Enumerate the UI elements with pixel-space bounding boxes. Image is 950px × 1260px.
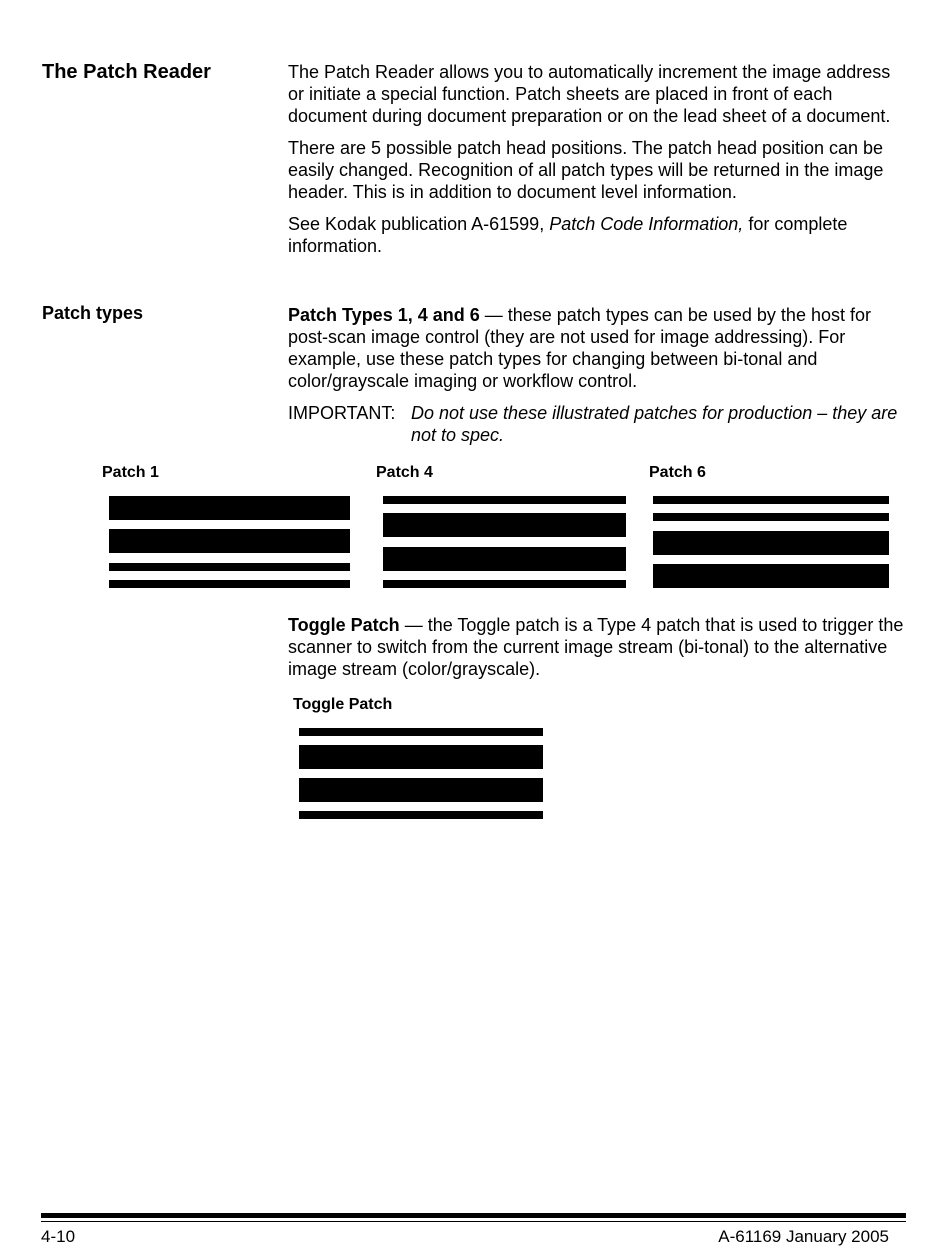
patch-types-body xyxy=(288,304,908,446)
patch-bar-thin xyxy=(653,496,889,504)
patch-1-label: Patch 1 xyxy=(102,464,159,481)
patch-bar-thin xyxy=(109,580,350,588)
patch-bar-thick xyxy=(653,531,889,555)
toggle-patch-label: Toggle Patch xyxy=(293,696,393,713)
patch-bar-thin xyxy=(299,728,543,736)
toggle-patch-body xyxy=(288,614,908,680)
page-number: 4-10 xyxy=(41,1227,76,1246)
text: — the Toggle patch is a Type 4 patch that is used to trigger the scanner to switch from the current image stream (bi-tonal) to the alternative image stream (color/grayscale). xyxy=(288,615,904,679)
patch-bar-thick xyxy=(653,564,889,588)
patch-bar-thin xyxy=(299,811,543,819)
patch-bar-thin xyxy=(653,513,889,521)
text: for complete information. xyxy=(288,214,848,256)
patch-bar-thick xyxy=(299,745,543,769)
bold-lead: Toggle Patch xyxy=(288,615,400,635)
bold-lead: Patch Types 1, 4 and 6 xyxy=(288,305,480,325)
patch-bar-thin xyxy=(383,496,626,504)
paragraph-reference xyxy=(288,213,908,257)
paragraph xyxy=(288,304,908,392)
publication-title: Patch Code Information, xyxy=(549,214,744,234)
patch-bar-thin xyxy=(383,580,626,588)
patch-bar-thick xyxy=(383,513,626,537)
patch-bar-thin xyxy=(109,563,350,571)
paragraph xyxy=(288,614,908,680)
footer-rule xyxy=(41,1213,906,1218)
section-heading-patch-reader: The Patch Reader xyxy=(42,61,211,83)
patch-bar-thick xyxy=(299,778,543,802)
patch-bar-thick xyxy=(383,547,626,571)
paragraph: The Patch Reader allows you to automatically increment the image address or initiate a special function. Patch sheets are placed in front of each document during document preparation or on the lead sheet of a document. xyxy=(288,62,891,126)
document-id: A-61169 January 2005 xyxy=(718,1227,889,1246)
footer-rule-thin xyxy=(41,1221,906,1222)
patch-reader-body xyxy=(288,61,908,257)
text: See Kodak publication A-61599, xyxy=(288,214,550,234)
patch-6-graphic xyxy=(653,496,889,588)
text: — these patch types can be used by the host for post-scan image control (they are not used for image addressing). For example, use these patch types for changing between bi-tonal and color/grayscale imaging or workflow control. xyxy=(288,305,871,391)
patch-bar-thick xyxy=(109,496,350,520)
patch-bar-thick xyxy=(109,529,350,553)
paragraph: There are 5 possible patch head positions. The patch head position can be easily changed. Recognition of all patch types will be returned in the image header. This is in addition to document level information. xyxy=(288,138,884,202)
important-note xyxy=(288,402,908,446)
important-text: Do not use these illustrated patches for production – they are not to spec. xyxy=(411,403,898,445)
toggle-patch-graphic xyxy=(299,728,543,819)
patch-4-graphic xyxy=(383,496,626,588)
patch-4-label: Patch 4 xyxy=(376,464,433,481)
important-label: IMPORTANT: xyxy=(288,403,396,423)
section-heading-patch-types: Patch types xyxy=(42,303,144,323)
patch-1-graphic xyxy=(109,496,350,588)
patch-6-label: Patch 6 xyxy=(649,464,706,481)
